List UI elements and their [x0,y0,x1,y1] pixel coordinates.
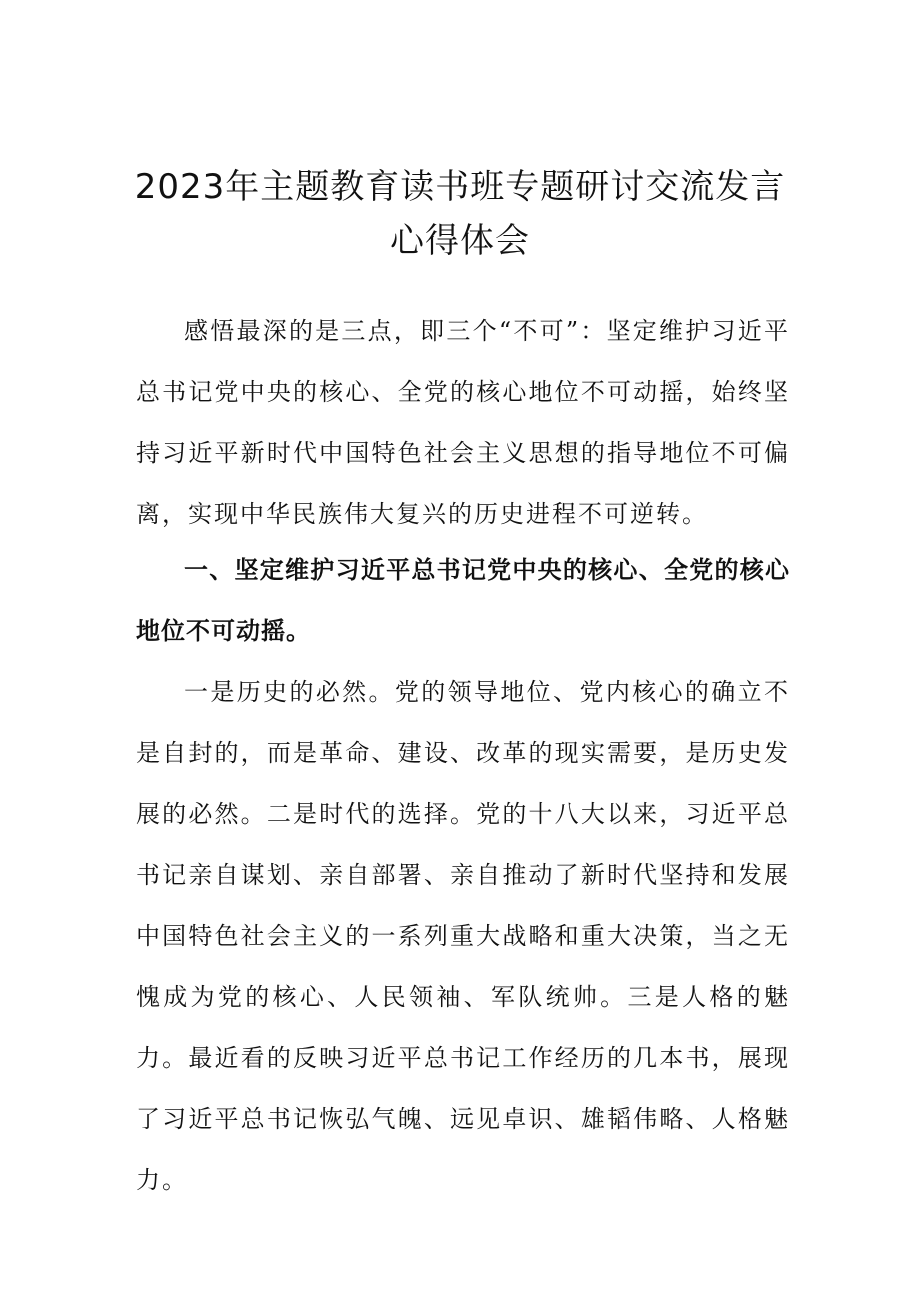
title-line-2: 心得体会 [390,221,530,261]
body-paragraph: 一是历史的必然。党的领导地位、党内核心的确立不是自封的，而是革命、建设、改革的现实需要，是历史发展的必然。二是时代的选择。党的十八大以来，习近平总书记亲自谋划、亲自部署、亲自推动了新时代坚持和发展中国特色社会主义的一系列重大战略和重大决策，当之无愧成为党的核心、人民领袖、军队统帅。三是人格的魅力。最近看的反映习近平总书记工作经历的几本书，展现了习近平总书记恢弘气魄、远见卓识、雄韬伟略、人格魅力。 [136,678,790,1194]
title-line-1: 2023年主题教育读书班专题研讨交流发言 [134,167,786,207]
section-heading-1: 一、坚定维护习近平总书记党中央的核心、全党的核心地位不可动摇。 [136,556,790,645]
document-title [100,160,820,268]
intro-paragraph: 感悟最深的是三点，即三个“不可”：坚定维护习近平总书记党中央的核心、全党的核心地位不可动摇，始终坚持习近平新时代中国特色社会主义思想的指导地位不可偏离，实现中华民族伟大复兴的历史进程不可逆转。 [136,317,790,528]
